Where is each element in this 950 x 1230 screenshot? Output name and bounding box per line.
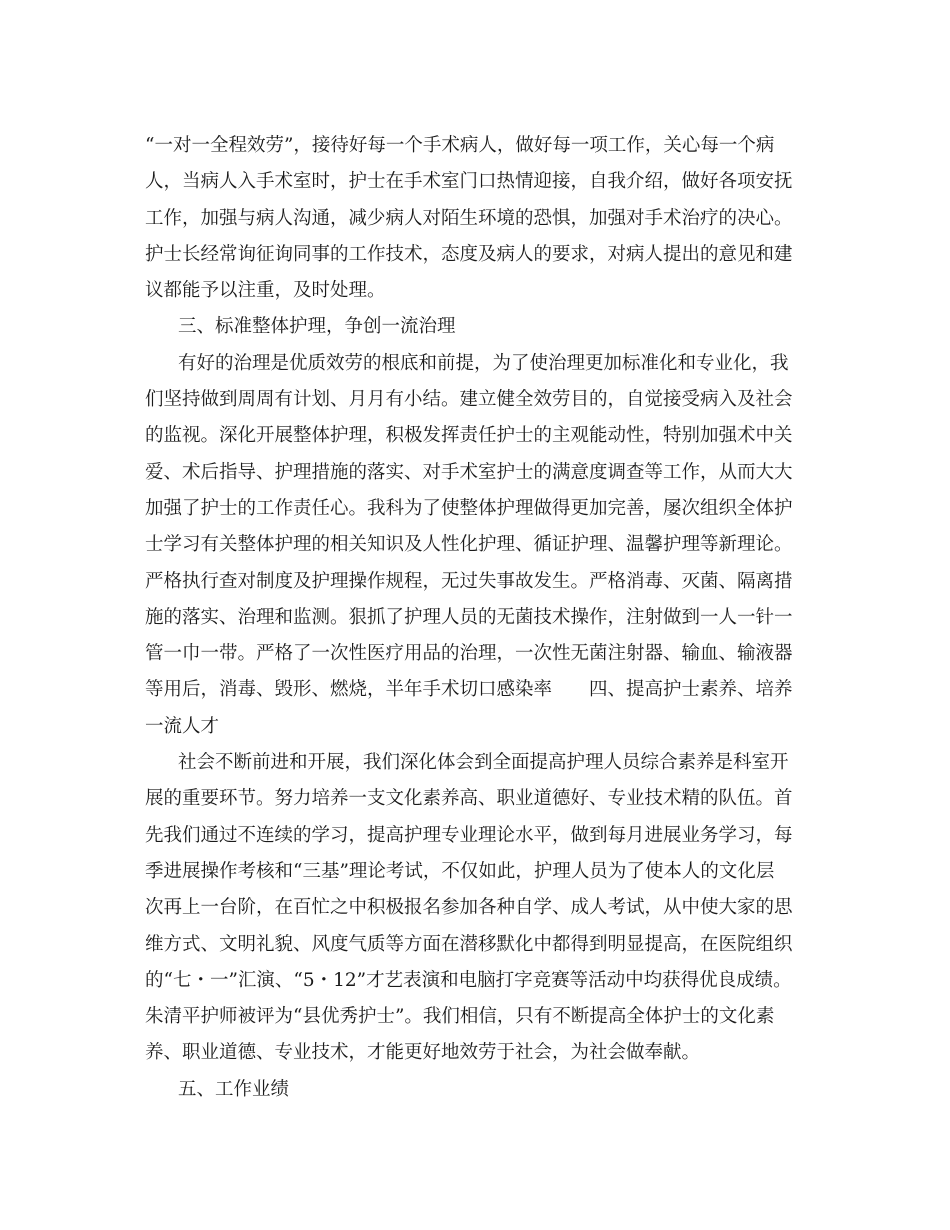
text-line: 一流人才 <box>145 715 220 737</box>
text-line: 有好的治理是优质效劳的根底和前提，为了使治理更加标准化和专业化，我 <box>178 352 789 374</box>
text-line: 展的重要环节。努力培养一支文化素养高、职业道德好、专业技术精的队伍。首 <box>145 788 793 810</box>
text-line: 议都能予以注重，及时处理。 <box>145 280 386 302</box>
text-line: 护士长经常询征询同事的工作技术，态度及病人的要求，对病人提出的意见和建 <box>145 243 793 265</box>
text-line: 社会不断前进和开展，我们深化体会到全面提高护理人员综合素养是科室开 <box>178 752 789 774</box>
text-line: “一对一全程效劳”，接待好每一个手术病人，做好每一项工作，关心每一个病 <box>145 135 775 156</box>
text-line: 次再上一台阶，在百忙之中积极报名参加各种自学、成人考试，从中使大家的思 <box>145 897 793 919</box>
document-body <box>145 128 815 1108</box>
text-line: 加强了护士的工作责任心。我科为了使整体护理做得更加完善，屡次组织全体护 <box>145 497 793 519</box>
text-line: 的监视。深化开展整体护理，积极发挥责任护士的主观能动性，特别加强术中关 <box>145 425 793 447</box>
text-line: 人，当病人入手术室时，护士在手术室门口热情迎接，自我介绍，做好各项安抚 <box>145 171 793 193</box>
text-line: 养、职业道德、专业技术，才能更好地效劳于社会，为社会做奉献。 <box>145 1042 701 1064</box>
text-line: 先我们通过不连续的学习，提高护理专业理论水平，做到每月进展业务学习，每 <box>145 824 793 846</box>
text-line: 士学习有关整体护理的相关知识及人性化护理、循证护理、温馨护理等新理论。 <box>145 534 793 556</box>
text-line: 工作，加强与病人沟通，减少病人对陌生环境的恐惧，加强对手术治疗的决心。 <box>145 207 793 229</box>
text-line: 三、标准整体护理，争创一流治理 <box>178 316 456 338</box>
text-line: 爱、术后指导、护理措施的落实、对手术室护士的满意度调查等工作，从而大大 <box>145 461 793 483</box>
text-line: 朱清平护师被评为“县优秀护士”。我们相信，只有不断提高全体护士的文化素 <box>145 1006 775 1028</box>
text-line: 维方式、文明礼貌、风度气质等方面在潜移默化中都得到明显提高，在医院组织 <box>145 933 793 955</box>
text-line: 季进展操作考核和“三基”理论考试，不仅如此，护理人员为了使本人的文化层 <box>145 860 775 882</box>
text-line: 的“七・一”汇演、“5・12”才艺表演和电脑打字竞赛等活动中均获得优良成绩。 <box>145 969 792 991</box>
text-line: 严格执行查对制度及护理操作规程，无过失事故发生。严格消毒、灭菌、隔离措 <box>145 570 793 592</box>
text-line: 五、工作业绩 <box>178 1078 290 1100</box>
text-line: 管一巾一带。严格了一次性医疗用品的治理，一次性无菌注射器、输血、输液器 <box>145 643 793 665</box>
text-line: 们坚持做到周周有计划、月月有小结。建立健全效劳目的，自觉接受病入及社会 <box>145 389 793 411</box>
text-line: 等用后，消毒、毁形、燃烧，半年手术切口感染率 四、提高护士素养、培养 <box>145 679 793 701</box>
text-line: 施的落实、治理和监测。狠抓了护理人员的无菌技术操作，注射做到一人一针一 <box>145 606 793 628</box>
